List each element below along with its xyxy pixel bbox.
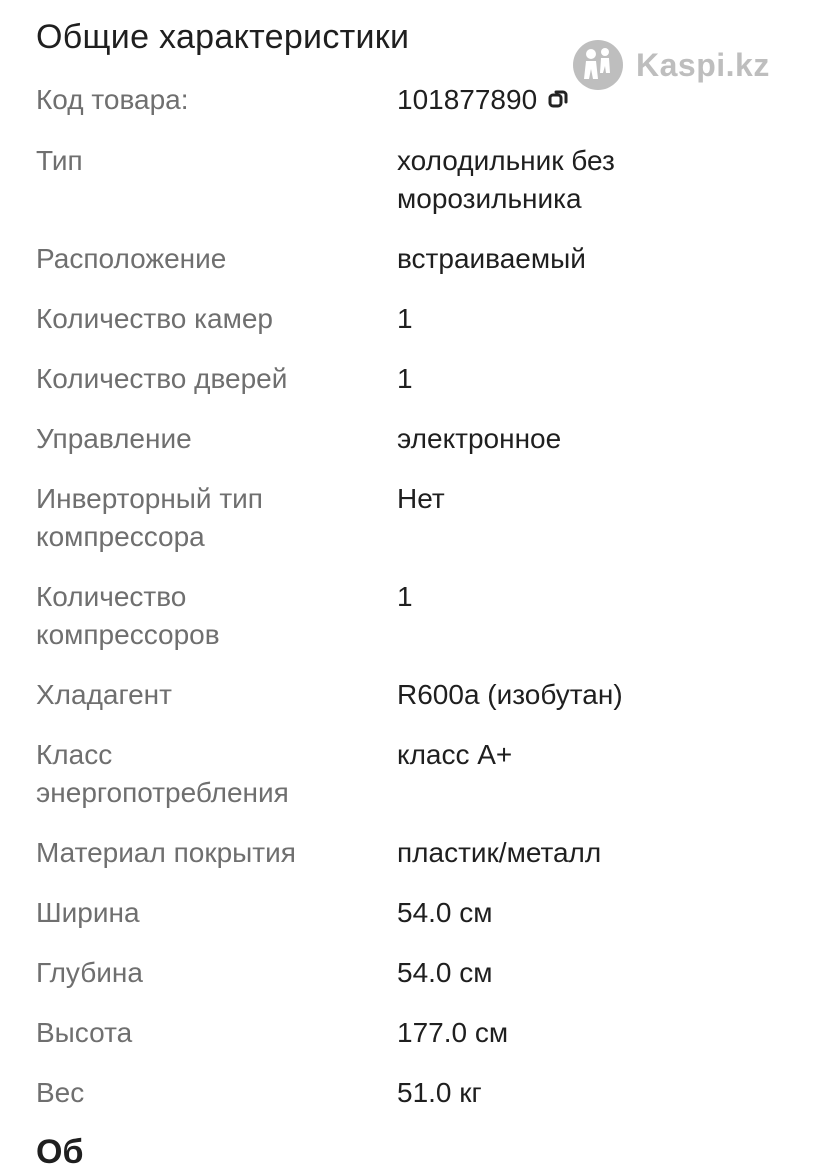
- spec-label: Глубина: [36, 957, 143, 988]
- spec-value: 54.0 см: [397, 957, 493, 988]
- section-title: Общие характеристики: [36, 18, 410, 56]
- spec-value: холодильник без морозильника: [397, 145, 615, 214]
- copy-icon[interactable]: [547, 87, 573, 113]
- watermark-text: Kaspi.kz: [636, 46, 770, 83]
- spec-label: Количество компрессоров: [36, 581, 220, 650]
- spec-label: Код товара:: [36, 84, 189, 115]
- spec-value: R600a (изобутан): [397, 679, 623, 710]
- spec-value: класс А+: [397, 739, 513, 770]
- spec-label: Количество камер: [36, 303, 273, 334]
- spec-value: встраиваемый: [397, 243, 586, 274]
- spec-value: Нет: [397, 483, 445, 514]
- spec-value: 177.0 см: [397, 1017, 509, 1048]
- spec-value: 1: [397, 303, 413, 334]
- spec-label: Материал покрытия: [36, 837, 296, 868]
- spec-label: Ширина: [36, 897, 140, 928]
- spec-value: пластик/металл: [397, 837, 602, 868]
- spec-label: Инверторный тип компрессора: [36, 483, 263, 552]
- spec-label: Тип: [36, 145, 83, 176]
- spec-label: Расположение: [36, 243, 227, 274]
- spec-label: Высота: [36, 1017, 133, 1048]
- spec-value: 1: [397, 581, 413, 612]
- spec-label: Класс энергопотребления: [36, 739, 289, 808]
- spec-value: 1: [397, 363, 413, 394]
- product-code-value: 101877890: [397, 84, 538, 115]
- spec-label: Управление: [36, 423, 192, 454]
- next-section-title: Об: [36, 1133, 84, 1171]
- spec-value: 54.0 см: [397, 897, 493, 928]
- spec-value: электронное: [397, 423, 562, 454]
- spec-label: Количество дверей: [36, 363, 288, 394]
- spec-label: Вес: [36, 1077, 85, 1108]
- spec-label: Хладагент: [36, 679, 172, 710]
- spec-value: [397, 81, 797, 119]
- spec-value: 51.0 кг: [397, 1077, 482, 1108]
